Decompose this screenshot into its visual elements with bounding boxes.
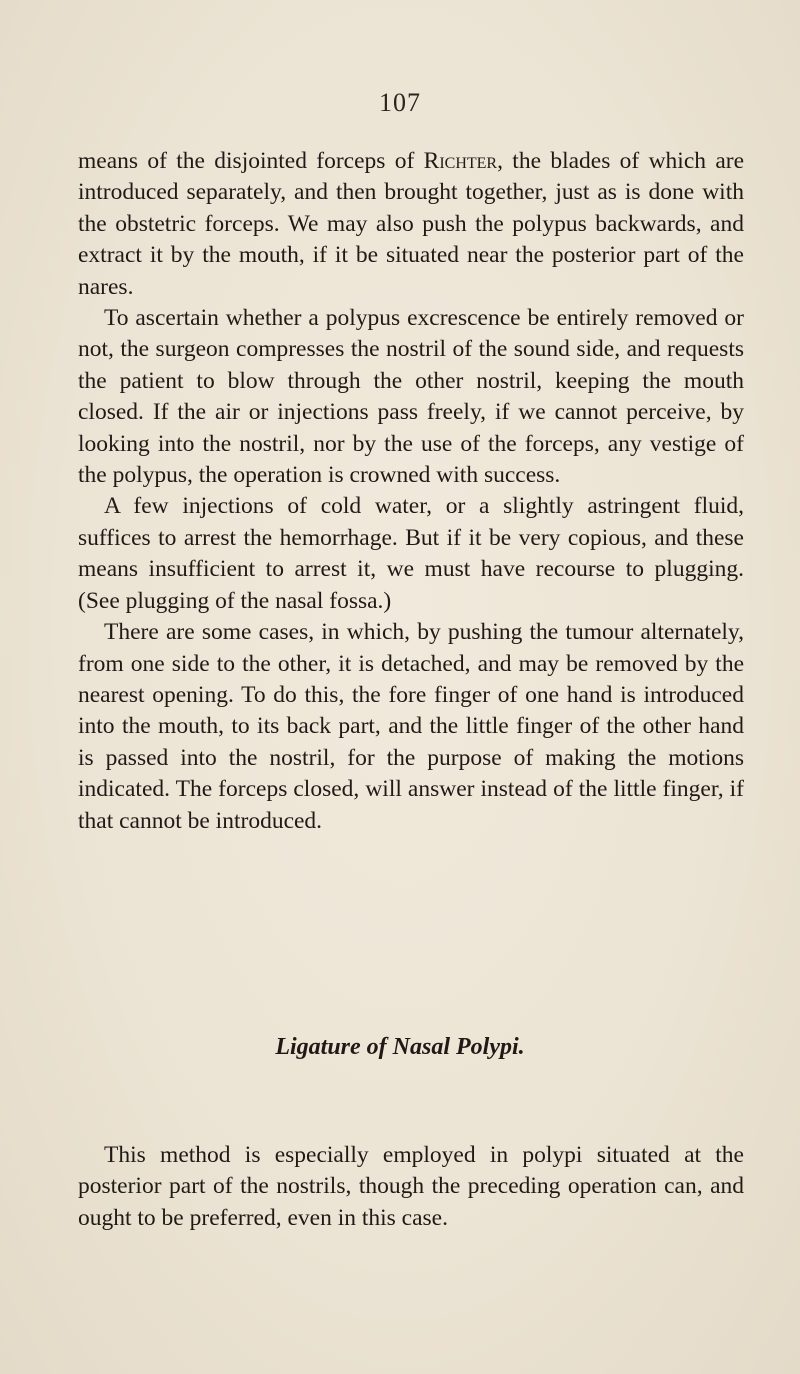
page-number: 107 <box>379 88 421 117</box>
section-paragraph: This method is especially employed in polypi situated at the posterior part of the nostrils, though the preceding operation can, and ought to be preferred, even in this case. <box>78 1142 744 1231</box>
paragraph-2: To ascertain whether a polypus excrescence be entirely removed or not, the surgeon compresses the nostril of the sound side, and requests the patient to blow through the other nostril, keeping the mouth closed. If the air or injections pass freely, if we cannot perceive, by looking into the nostril, nor by the use of the forceps, any vestige of the polypus, the operation is crowned with success. <box>78 305 744 489</box>
paragraph-1 <box>78 146 744 303</box>
section-heading: Ligature of Nasal Polypi. <box>275 1034 525 1060</box>
author-name-richter: Richter <box>423 148 498 174</box>
paragraph-3: A few injections of cold water, or a slightly astringent fluid, suffices to arrest the hemorrhage. But if it be very copious, and these means insufficient to arrest it, we must have recourse to plugging. (See plugging of the nasal fossa.) <box>78 493 744 614</box>
section-body <box>78 1140 744 1234</box>
paragraph-4: There are some cases, in which, by pushing the tumour alternately, from one side to the other, it is detached, and may be removed by the nearest opening. To do this, the fore finger of one hand is introduced into the mouth, to its back part, and the little finger of the other hand is passed into the nostril, for the purpose of making the motions indicated. The forceps closed, will answer instead of the little finger, if that cannot be introduced. <box>78 619 744 834</box>
paragraph-1-start: means of the disjointed forceps of <box>78 148 424 174</box>
paragraph-1-end: , the blades of which are introduced separately, and then brought together, just as is done with the obstetric forceps. We may also push the polypus backwards, and extract it by the mouth, if it be situated near the posterior part of the nares. <box>78 148 745 300</box>
body-text <box>78 146 744 837</box>
